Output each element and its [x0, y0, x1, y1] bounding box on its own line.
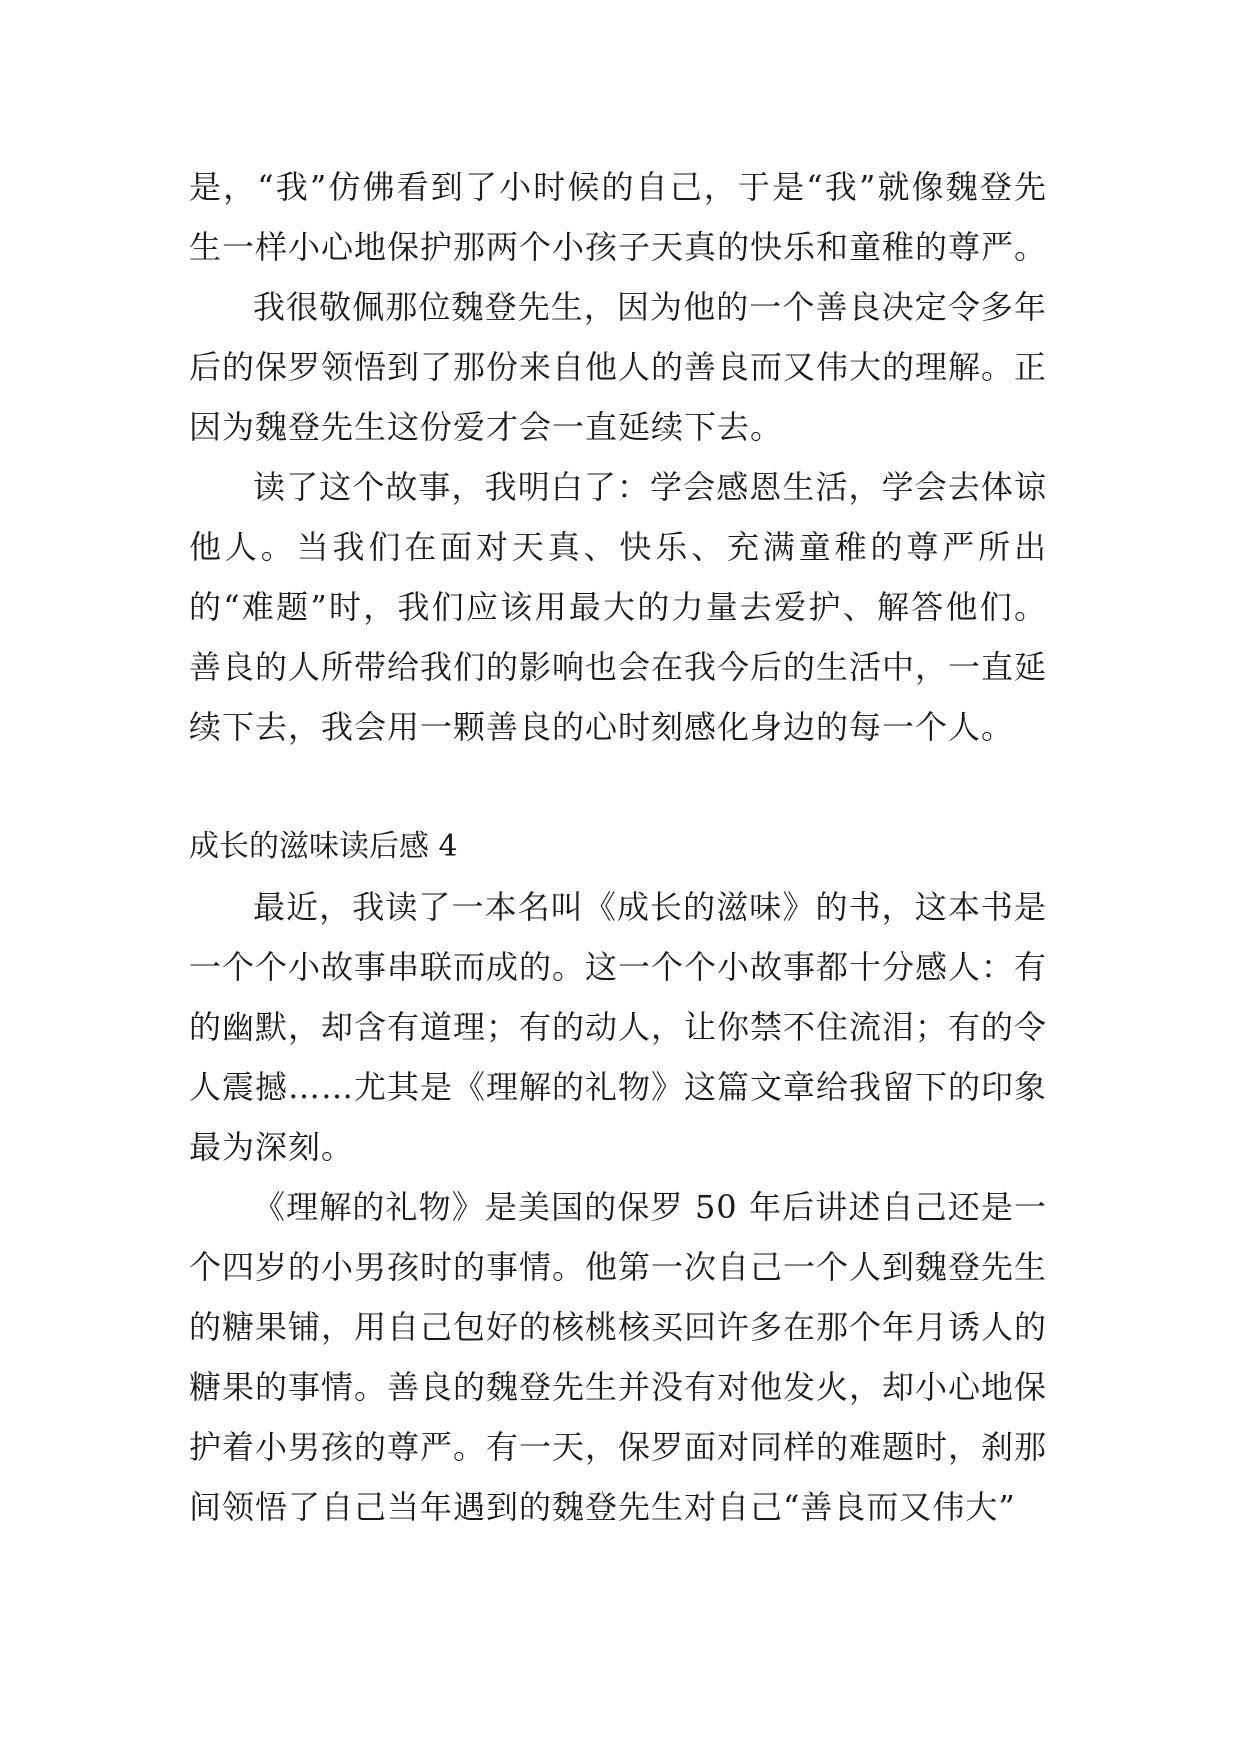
section-spacer: [189, 757, 1047, 817]
paragraph-continuation: 是，“我”仿佛看到了小时候的自己，于是“我”就像魏登先生一样小心地保护那两个小孩子天真的快乐和童稚的尊严。: [189, 168, 1048, 266]
paragraph-reflection: 读了这个故事，我明白了：学会感恩生活，学会去体谅他人。当我们在面对天真、快乐、充满童稚的尊严所出的“难题”时，我们应该用最大的力量去爱护、解答他们。善良的人所带给我们的影响也会在我今后的生活中，一直延续下去，我会用一颗善良的心时刻感化身边的每一个人。: [189, 468, 1048, 746]
document-body: [189, 157, 1047, 1537]
paragraph-story: 《理解的礼物》是美国的保罗 50 年后讲述自己还是一个四岁的小男孩时的事情。他第一次自己一个人到魏登先生的糖果铺，用自己包好的核桃核买回许多在那个年月诱人的糖果的事情。善良的魏登先生并没有对他发火，却小心地保护着小男孩的尊严。有一天，保罗面对同样的难题时，刹那间领悟了自己当年遇到的魏登先生对自己“善良而又伟大”: [189, 1188, 1048, 1526]
paragraph-intro: 最近，我读了一本名叫《成长的滋味》的书，这本书是一个个小故事串联而成的。这一个个小故事都十分感人：有的幽默，却含有道理；有的动人，让你禁不住流泪；有的令人震撼……尤其是《理解的礼物》这篇文章给我留下的印象最为深刻。: [189, 888, 1048, 1166]
paragraph-admiration: 我很敬佩那位魏登先生，因为他的一个善良决定令多年后的保罗领悟到了那份来自他人的善良而又伟大的理解。正因为魏登先生这份爱才会一直延续下去。: [189, 288, 1048, 446]
section-heading: 成长的滋味读后感 4: [189, 829, 458, 864]
